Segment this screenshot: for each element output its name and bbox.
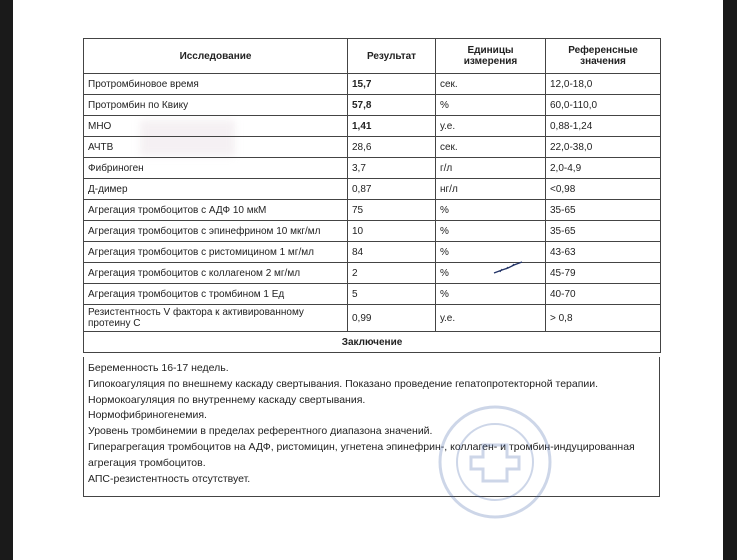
conclusion-line: Нормокоагуляция по внутреннему каскаду свертывания. <box>88 393 366 406</box>
row-test: Протромбин по Квику <box>84 95 348 116</box>
row-ref: 43-63 <box>546 242 661 263</box>
row-result: 1,41 <box>348 116 436 137</box>
conclusion-line: Гипокоагуляция по внешнему каскаду свертывания. Показано проведение гепатопротекторной терапии. <box>88 377 599 390</box>
row-ref: 12,0-18,0 <box>546 74 661 95</box>
conclusion-line: Уровень тромбинемии в пределах референтного диапазона значений. <box>88 425 433 438</box>
row-test: Агрегация тромбоцитов с ристомицином 1 мг/мл <box>84 242 348 263</box>
row-result: 75 <box>348 200 436 221</box>
conclusion-title: Заключение <box>84 332 661 353</box>
row-result: 84 <box>348 242 436 263</box>
conclusion-line: АПС-резистентность отсутствует. <box>88 472 251 485</box>
conclusion-box <box>83 357 660 497</box>
header-test: Исследование <box>84 39 348 74</box>
row-ref: 22,0-38,0 <box>546 137 661 158</box>
row-ref: 35-65 <box>546 200 661 221</box>
row-unit: % <box>436 242 546 263</box>
table-row <box>84 305 661 332</box>
row-unit: у.е. <box>436 305 546 332</box>
table-row <box>84 284 661 305</box>
row-unit: % <box>436 221 546 242</box>
row-result: 28,6 <box>348 137 436 158</box>
row-ref: <0,98 <box>546 179 661 200</box>
row-ref: 60,0-110,0 <box>546 95 661 116</box>
clinic-stamp-seal <box>428 400 563 520</box>
row-result: 15,7 <box>348 74 436 95</box>
row-unit: сек. <box>436 137 546 158</box>
table-row <box>84 263 661 284</box>
results-table <box>83 38 661 353</box>
row-result: 0,99 <box>348 305 436 332</box>
row-ref: 35-65 <box>546 221 661 242</box>
row-test: Агрегация тромбоцитов с коллагеном 2 мг/мл <box>84 263 348 284</box>
row-test: Протромбиновое время <box>84 74 348 95</box>
row-test: Агрегация тромбоцитов с тромбином 1 Ед <box>84 284 348 305</box>
row-ref: 0,88-1,24 <box>546 116 661 137</box>
row-ref: 40-70 <box>546 284 661 305</box>
header-unit: Единицы измерения <box>436 39 546 74</box>
row-test: Фибриноген <box>84 158 348 179</box>
row-ref: 45-79 <box>546 263 661 284</box>
row-test: Агрегация тромбоцитов с эпинефрином 10 мкг/мл <box>84 221 348 242</box>
row-ref: > 0,8 <box>546 305 661 332</box>
row-result: 2 <box>348 263 436 284</box>
row-test: АЧТВ <box>84 137 348 158</box>
table-header-row <box>84 39 661 74</box>
row-unit: % <box>436 95 546 116</box>
row-test: Д-димер <box>84 179 348 200</box>
row-unit: нг/л <box>436 179 546 200</box>
results-body <box>84 74 661 332</box>
table-row <box>84 179 661 200</box>
header-ref: Референсные значения <box>546 39 661 74</box>
row-unit: г/л <box>436 158 546 179</box>
conclusion-line: Нормофибриногенемия. <box>88 409 207 422</box>
conclusion-line: Беременность 16-17 недель. <box>88 362 229 374</box>
signature-mark <box>492 260 526 276</box>
row-unit: сек. <box>436 74 546 95</box>
table-row <box>84 95 661 116</box>
table-row <box>84 242 661 263</box>
row-test: МНО <box>84 116 348 137</box>
table-row <box>84 116 661 137</box>
row-unit: % <box>436 284 546 305</box>
table-row <box>84 200 661 221</box>
header-result: Результат <box>348 39 436 74</box>
row-result: 3,7 <box>348 158 436 179</box>
row-result: 57,8 <box>348 95 436 116</box>
conclusion-line: Гиперагрегация тромбоцитов на АДФ, ристомицин, угнетена эпинефрин-, коллаген- и тромбин-индуцированная агрегация тромбоцитов. <box>88 440 635 469</box>
row-result: 10 <box>348 221 436 242</box>
row-unit: % <box>436 200 546 221</box>
row-ref: 2,0-4,9 <box>546 158 661 179</box>
row-test: Агрегация тромбоцитов с АДФ 10 мкМ <box>84 200 348 221</box>
row-unit: у.е. <box>436 116 546 137</box>
table-row <box>84 158 661 179</box>
row-unit: % <box>436 263 546 284</box>
row-test: Резистентность V фактора к активированному протеину С <box>84 305 348 332</box>
row-result: 5 <box>348 284 436 305</box>
table-row <box>84 137 661 158</box>
table-row <box>84 74 661 95</box>
table-row <box>84 221 661 242</box>
row-result: 0,87 <box>348 179 436 200</box>
